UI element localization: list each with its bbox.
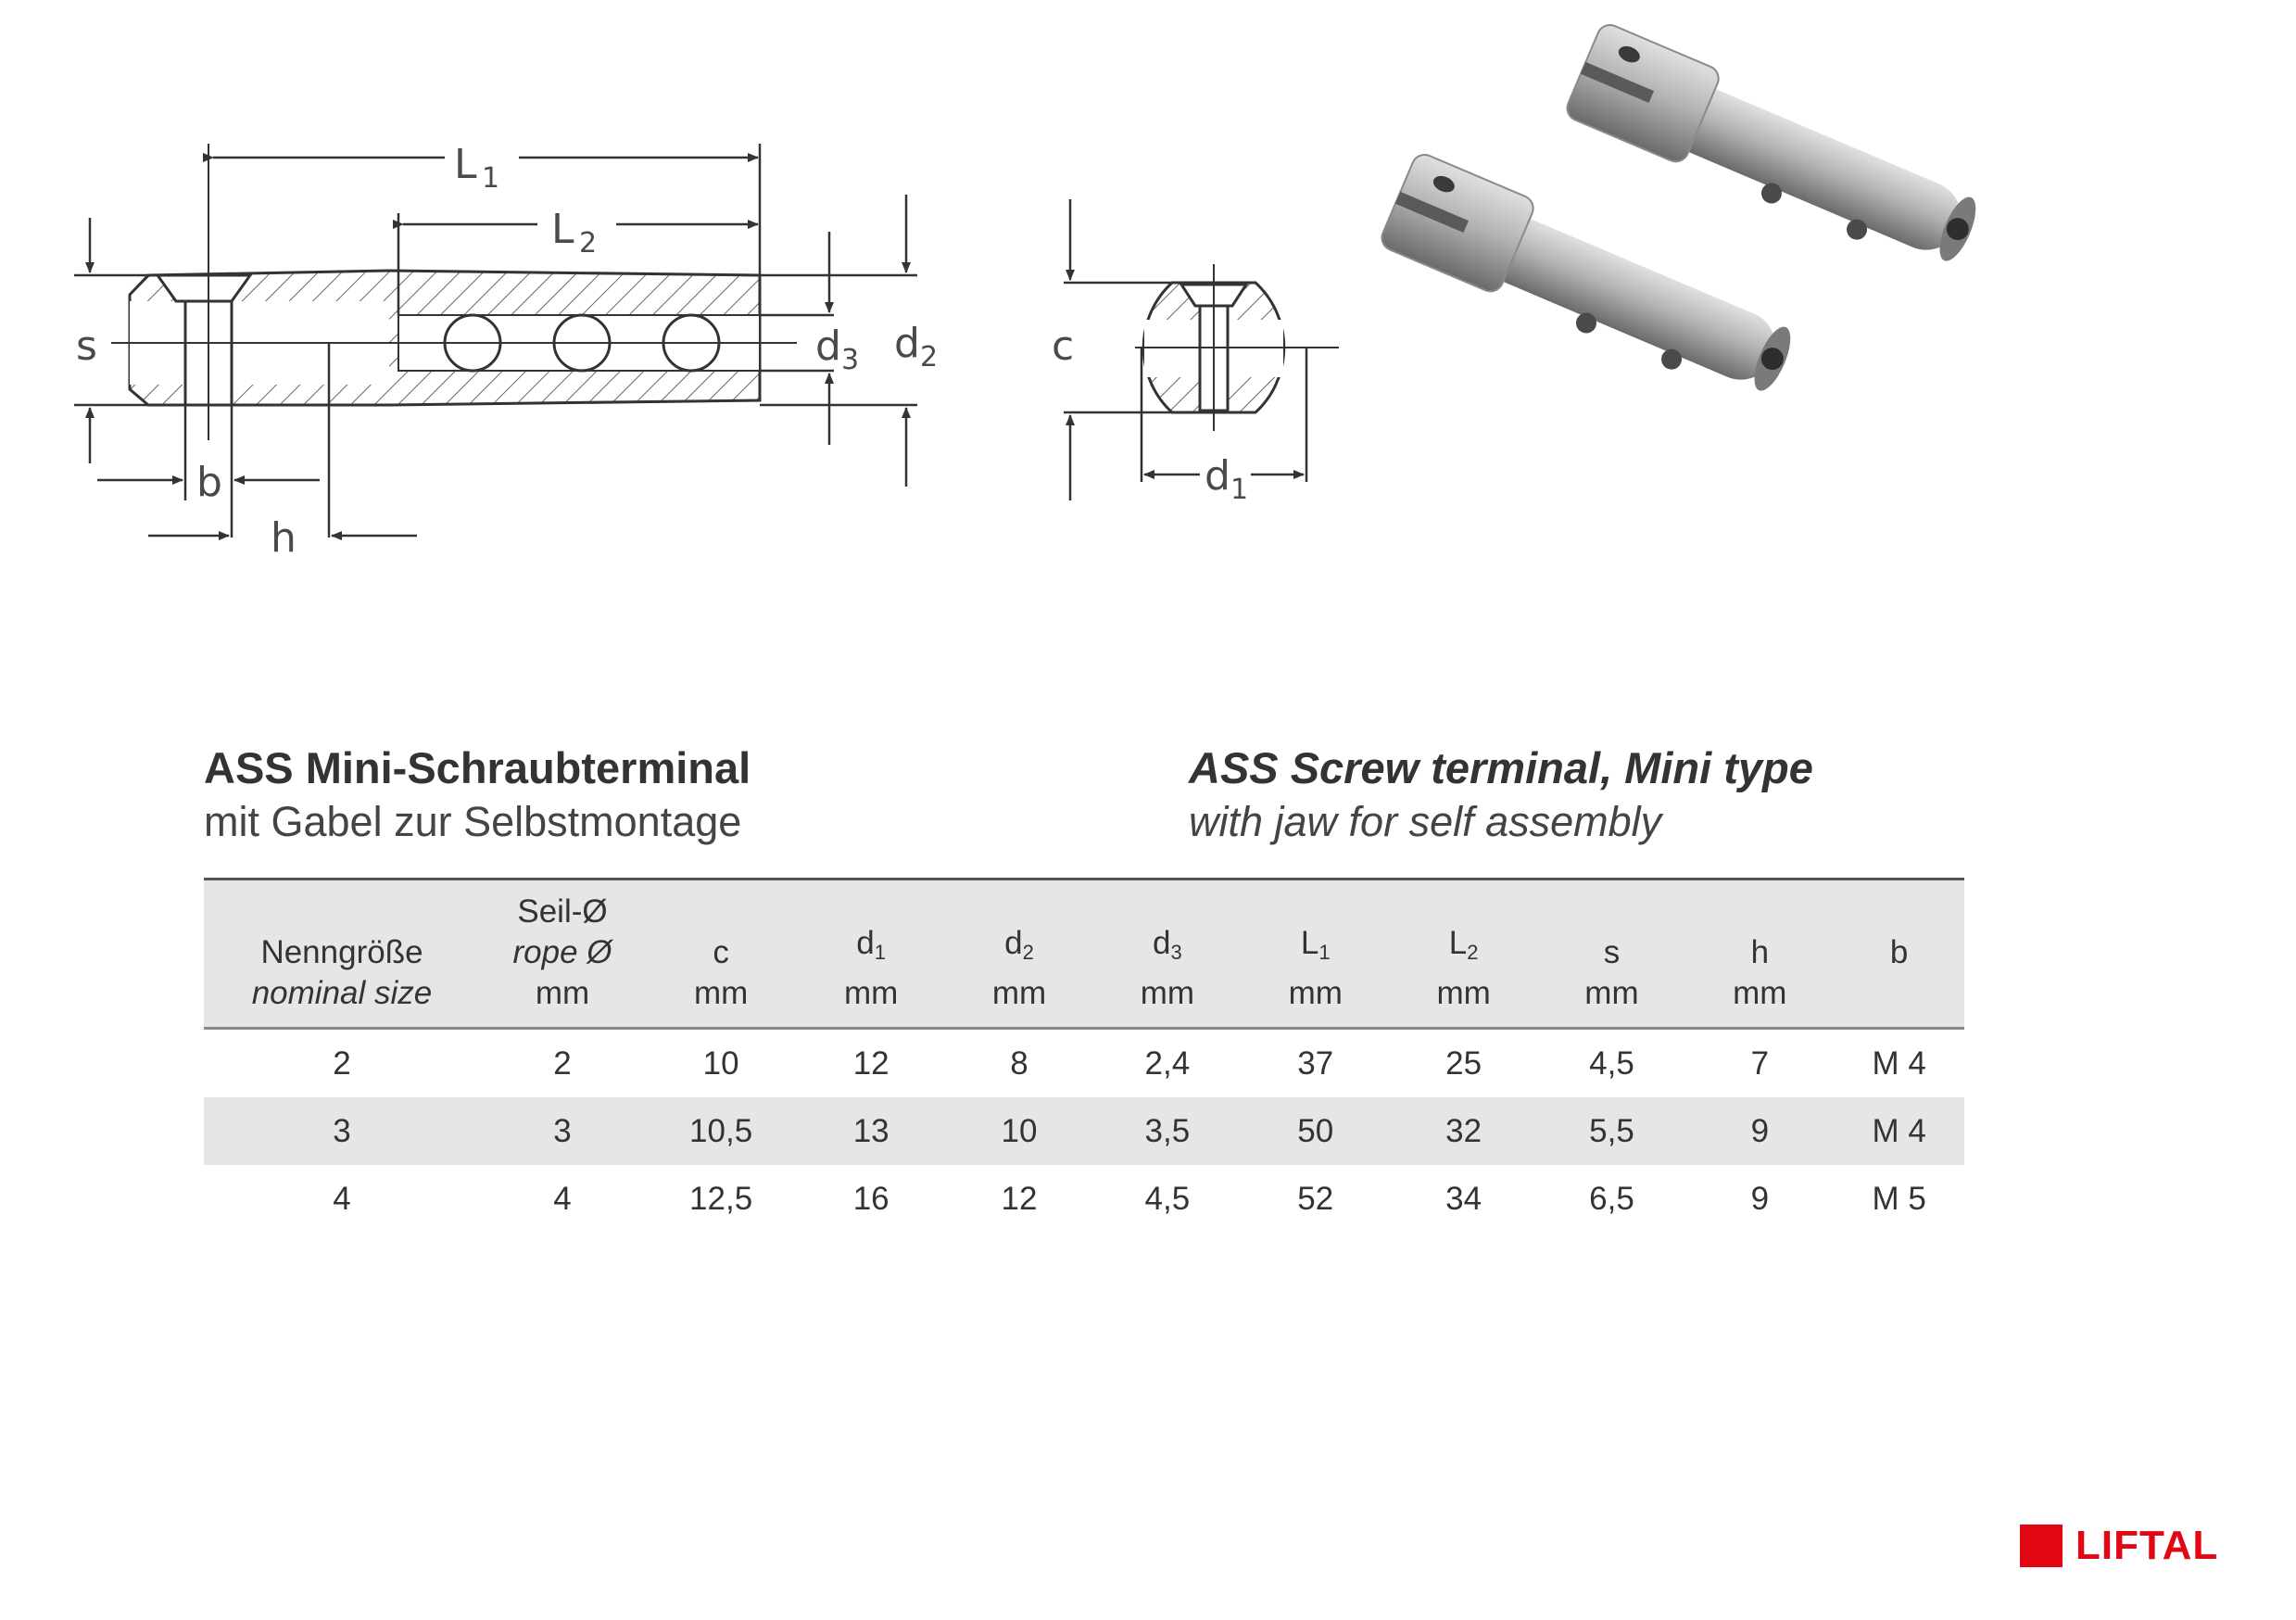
dim-label-s: s	[76, 323, 97, 370]
col-d1	[797, 880, 945, 1029]
dim-label-L1: L	[454, 141, 477, 188]
dim-label-d3: d	[815, 323, 841, 370]
table-cell: 6,5	[1589, 1180, 1634, 1217]
col-s	[1538, 880, 1686, 1029]
col-d3-unit: mm	[1140, 975, 1195, 1011]
header-row	[204, 880, 1964, 1029]
terminal-rear	[1563, 21, 1990, 281]
dim-label-c: c	[1052, 323, 1075, 370]
table-row	[204, 1165, 1964, 1233]
col-c-label: c	[713, 934, 729, 970]
table-cell: 25	[1445, 1044, 1482, 1082]
col-rope	[480, 880, 645, 1029]
table-cell: 3	[333, 1112, 351, 1149]
dim-label-d2-sub: 2	[920, 341, 939, 373]
table-cell: 32	[1445, 1112, 1482, 1149]
col-L1-unit: mm	[1288, 975, 1343, 1011]
col-h-unit: mm	[1733, 975, 1787, 1011]
table-cell: 2,4	[1144, 1044, 1191, 1082]
dim-label-d1: d	[1205, 452, 1230, 500]
col-L2-sub: 2	[1467, 941, 1479, 964]
table-cell: 50	[1297, 1112, 1334, 1149]
logo-square-icon	[2020, 1525, 2063, 1567]
logo-text: LIFTAL	[2075, 1523, 2219, 1568]
col-b-label: b	[1889, 934, 1909, 970]
col-d2-sub: 2	[1022, 941, 1034, 964]
side-section-view	[111, 144, 797, 440]
col-d1-sub: 1	[874, 941, 887, 964]
table-cell: 7	[1750, 1044, 1770, 1082]
col-L2-unit: mm	[1436, 975, 1491, 1011]
terminal-front	[1378, 151, 1805, 411]
col-nominal-size	[204, 880, 480, 1029]
col-b	[1834, 880, 1964, 1029]
table-cell: 34	[1445, 1180, 1482, 1217]
col-h	[1685, 880, 1834, 1029]
title-german: ASS Mini-Schraubterminal	[204, 743, 751, 792]
col-d3-sub: 3	[1170, 941, 1182, 964]
technical-drawing	[0, 0, 2296, 649]
table-cell: 3	[553, 1112, 572, 1149]
col-L2	[1390, 880, 1538, 1029]
table-cell: 4,5	[1589, 1044, 1634, 1082]
table-cell: 3,5	[1144, 1112, 1191, 1149]
table-body	[204, 1029, 1964, 1234]
table-cell: 16	[852, 1180, 889, 1217]
specification-table	[204, 878, 1964, 1233]
col-s-label: s	[1603, 934, 1621, 970]
dim-label-d2: d	[894, 320, 920, 367]
table-cell: 4	[553, 1180, 572, 1217]
table-cell: 8	[1010, 1044, 1028, 1082]
product-photo	[1378, 21, 1990, 411]
table-cell: 4,5	[1144, 1180, 1191, 1217]
table-cell: 12,5	[689, 1180, 753, 1217]
table-cell: 4	[333, 1180, 351, 1217]
col-L2-label: L	[1448, 925, 1468, 961]
dim-label-b: b	[196, 459, 222, 506]
table-cell: 2	[333, 1044, 351, 1082]
col-d1-unit: mm	[844, 975, 899, 1011]
heading-german	[204, 741, 751, 848]
table-cell: 10,5	[689, 1112, 753, 1149]
dim-label-L2: L	[551, 206, 574, 253]
col-rope-de: Seil-Ø	[517, 893, 608, 930]
table-row	[204, 1097, 1964, 1165]
table-cell: 37	[1297, 1044, 1334, 1082]
table-cell: 2	[553, 1044, 572, 1082]
table-cell: 10	[1001, 1112, 1038, 1149]
col-L1	[1242, 880, 1390, 1029]
col-rope-unit: mm	[535, 975, 590, 1011]
table-cell: 5,5	[1589, 1112, 1634, 1149]
liftal-logo	[2020, 1523, 2218, 1569]
col-d2-label: d	[1004, 925, 1023, 961]
dim-label-L1-sub: 1	[482, 162, 500, 195]
col-d3-label: d	[1153, 925, 1171, 961]
subtitle-german: mit Gabel zur Selbstmontage	[204, 797, 742, 845]
dim-label-h: h	[271, 514, 296, 562]
table-row	[204, 1029, 1964, 1098]
col-L1-sub: 1	[1318, 941, 1331, 964]
title-english: ASS Screw terminal, Mini type	[1189, 743, 1813, 792]
col-d1-label: d	[856, 925, 875, 961]
table-header	[204, 880, 1964, 1029]
col-nominal-en: nominal size	[251, 975, 433, 1011]
table-cell: M 4	[1872, 1112, 1926, 1149]
end-section-view	[1135, 264, 1339, 431]
table-cell: 52	[1297, 1180, 1334, 1217]
table-cell: 9	[1750, 1180, 1770, 1217]
col-d2-unit: mm	[991, 975, 1047, 1011]
heading-english	[1189, 741, 1813, 848]
dim-label-d1-sub: 1	[1230, 474, 1249, 506]
table-cell: M 4	[1872, 1044, 1926, 1082]
col-d2	[945, 880, 1093, 1029]
table-cell: 12	[1001, 1180, 1038, 1217]
col-h-label: h	[1750, 934, 1770, 970]
table-cell: 9	[1750, 1112, 1770, 1149]
table-cell: 10	[702, 1044, 739, 1082]
col-L1-label: L	[1300, 925, 1319, 961]
table-cell: 12	[852, 1044, 889, 1082]
table-cell: M 5	[1872, 1180, 1926, 1217]
col-c	[645, 880, 797, 1029]
subtitle-english: with jaw for self assembly	[1189, 797, 1662, 845]
table-cell: 13	[852, 1112, 889, 1149]
dim-label-d3-sub: 3	[841, 344, 860, 376]
dim-label-L2-sub: 2	[579, 227, 598, 259]
col-c-unit: mm	[693, 975, 749, 1011]
col-rope-en: rope Ø	[512, 934, 612, 970]
col-s-unit: mm	[1584, 975, 1639, 1011]
col-d3	[1093, 880, 1242, 1029]
col-nominal-de: Nenngröße	[260, 934, 423, 970]
